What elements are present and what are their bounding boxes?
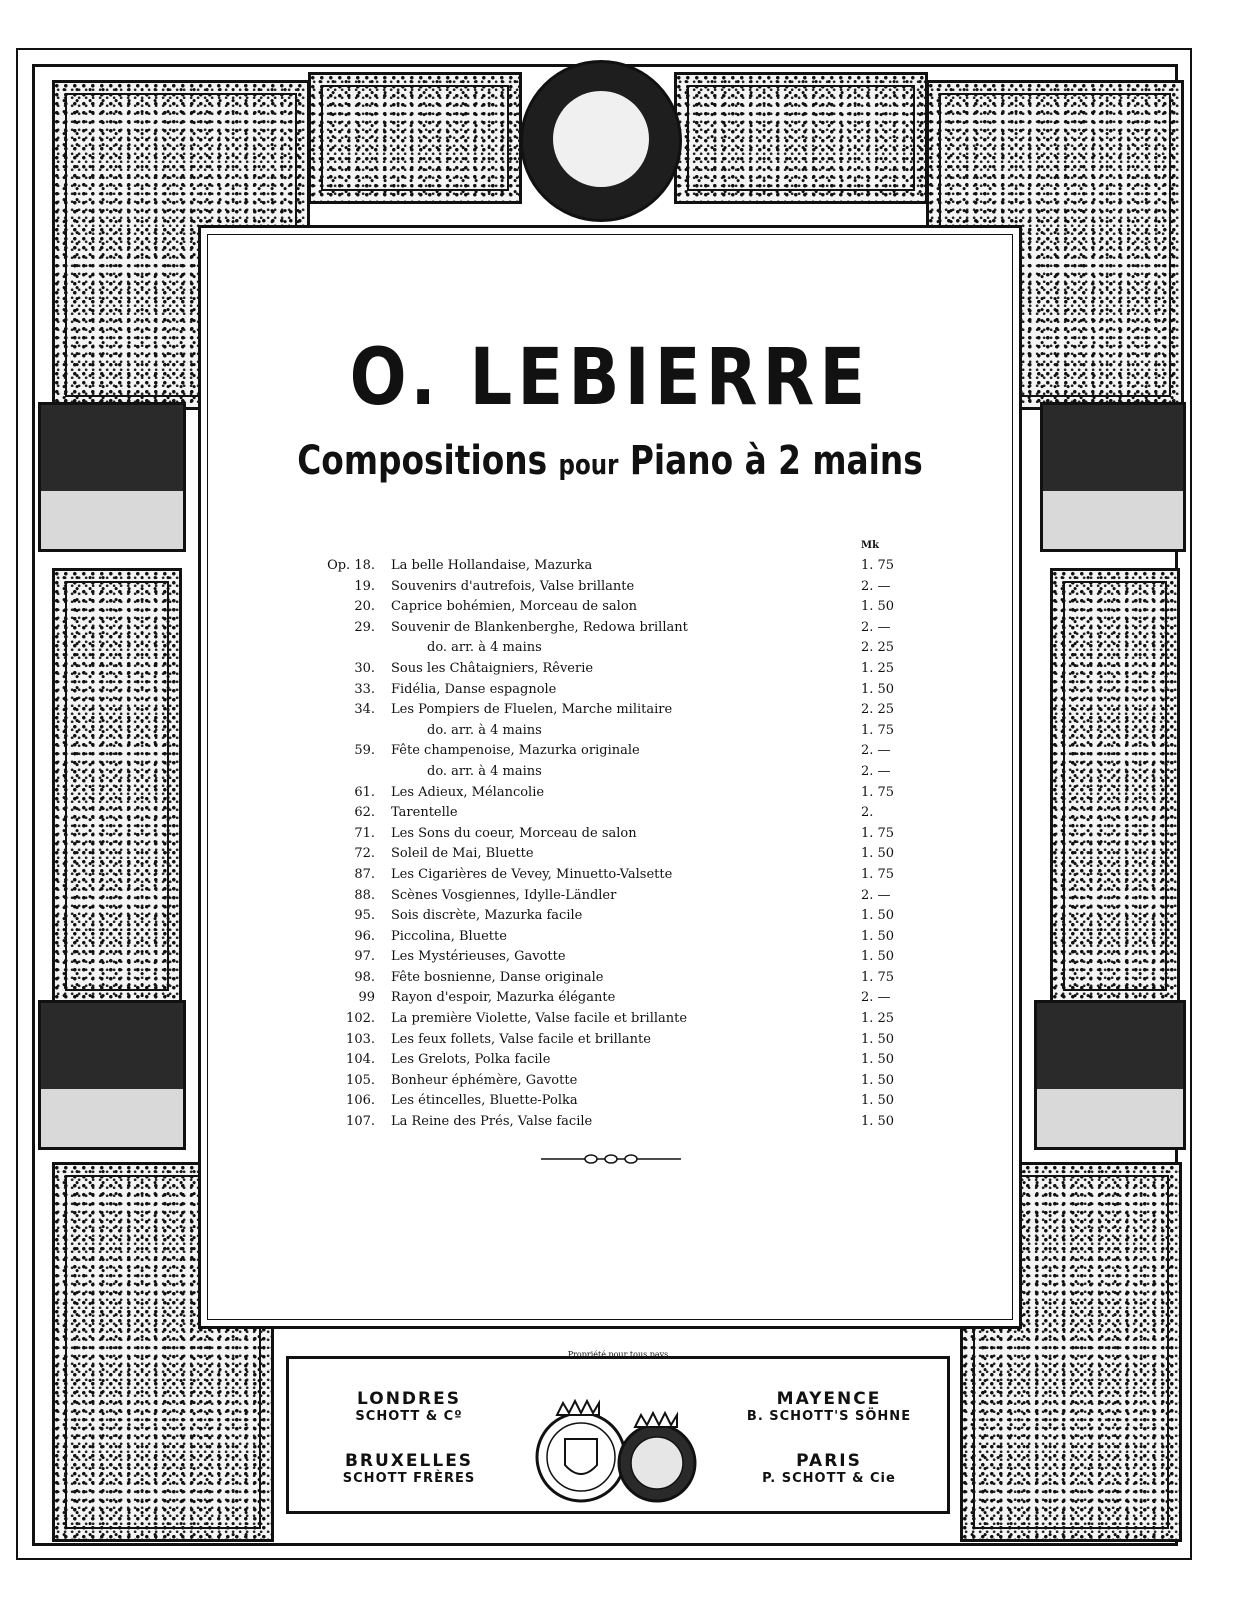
work-title: La Reine des Prés, Valse facile bbox=[391, 1114, 593, 1130]
work-price: 1. 50 bbox=[861, 949, 895, 965]
opus-number: 30. bbox=[354, 660, 375, 676]
house-paris: P. SCHOTT & Cie bbox=[762, 1471, 896, 1486]
city-mainz: MAYENCE bbox=[776, 1389, 882, 1409]
work-title: Sois discrète, Mazurka facile bbox=[391, 908, 583, 924]
opus-number: 71. bbox=[354, 825, 375, 841]
work-price: 1. 50 bbox=[861, 908, 895, 924]
opus-number: 29. bbox=[354, 619, 375, 635]
royal-crest-icon bbox=[519, 1389, 719, 1509]
work-price: 1. 25 bbox=[861, 1011, 895, 1027]
works-list bbox=[301, 556, 901, 1133]
work-row bbox=[301, 844, 901, 865]
work-price: 1. 75 bbox=[861, 558, 895, 573]
work-row bbox=[301, 556, 901, 577]
subtitle-piano: Piano à 2 mains bbox=[629, 438, 923, 484]
opus-number: 34. bbox=[354, 702, 375, 718]
opus-number: 59. bbox=[354, 743, 375, 759]
work-row bbox=[301, 865, 901, 886]
work-row bbox=[301, 1030, 901, 1051]
work-row bbox=[301, 618, 901, 639]
page-subtitle bbox=[275, 438, 946, 484]
work-price: 2. 25 bbox=[861, 640, 895, 656]
composer-name: O. LEBIERRE bbox=[349, 333, 871, 423]
work-price: 1. 75 bbox=[861, 722, 895, 738]
scene-harpist bbox=[38, 1000, 186, 1150]
house-brussels: SCHOTT FRÈRES bbox=[342, 1471, 476, 1486]
publisher-london bbox=[309, 1389, 509, 1424]
work-title: La première Violette, Valse facile et brillante bbox=[391, 1011, 688, 1027]
work-row bbox=[301, 700, 901, 721]
work-title: Fête bosnienne, Danse originale bbox=[391, 969, 604, 985]
subtitle-compositions: Compositions bbox=[297, 438, 548, 484]
work-title: Souvenir de Blankenberghe, Redowa brillant bbox=[391, 619, 688, 635]
work-title: Bonheur éphémère, Gavotte bbox=[391, 1072, 578, 1088]
opus-number: 61. bbox=[354, 784, 375, 800]
work-title: Les feux follets, Valse facile et brillante bbox=[391, 1031, 651, 1047]
work-price: 1. 50 bbox=[861, 846, 895, 862]
work-row bbox=[301, 1050, 901, 1071]
work-price: 2. — bbox=[861, 743, 891, 759]
work-price: 1. 75 bbox=[861, 866, 895, 882]
work-row bbox=[301, 721, 901, 742]
work-price: 1. 50 bbox=[861, 1052, 895, 1068]
work-title: Tarentelle bbox=[391, 805, 458, 821]
opus-number: Op. 18. bbox=[327, 558, 375, 573]
work-price: 1. 50 bbox=[861, 1114, 895, 1130]
work-title: Les Mystérieuses, Gavotte bbox=[391, 949, 566, 965]
opus-number: 104. bbox=[346, 1052, 375, 1068]
work-row bbox=[301, 968, 901, 989]
work-title: Sous les Châtaigniers, Rêverie bbox=[391, 660, 594, 676]
work-title: Les étincelles, Bluette-Polka bbox=[391, 1093, 578, 1109]
work-price: 2. — bbox=[861, 990, 891, 1006]
work-row bbox=[301, 659, 901, 680]
work-price: 1. 50 bbox=[861, 1093, 895, 1109]
work-row bbox=[301, 762, 901, 783]
work-row bbox=[301, 886, 901, 907]
publisher-mainz bbox=[729, 1389, 929, 1424]
publisher-brussels bbox=[309, 1451, 509, 1486]
opus-number: 105. bbox=[346, 1072, 375, 1088]
opus-number: 95. bbox=[354, 908, 375, 924]
opus-number: 99 bbox=[358, 990, 375, 1006]
opus-number: 107. bbox=[346, 1114, 375, 1130]
house-mainz: B. SCHOTT'S SÖHNE bbox=[746, 1409, 912, 1424]
work-row bbox=[301, 638, 901, 659]
city-london: LONDRES bbox=[357, 1389, 461, 1409]
work-title: Soleil de Mai, Bluette bbox=[391, 846, 534, 862]
work-price: 1. 75 bbox=[861, 825, 895, 841]
work-price: 1. 50 bbox=[861, 681, 895, 697]
work-row bbox=[301, 927, 901, 948]
work-price: 1. 75 bbox=[861, 784, 895, 800]
work-row bbox=[301, 741, 901, 762]
work-title: Les Grelots, Polka facile bbox=[391, 1052, 551, 1068]
scene-piper bbox=[1040, 402, 1186, 552]
work-title: Les Cigarières de Vevey, Minuetto-Valsette bbox=[391, 866, 673, 882]
opus-number: 62. bbox=[354, 805, 375, 821]
work-row bbox=[301, 988, 901, 1009]
work-row bbox=[301, 783, 901, 804]
work-row bbox=[301, 577, 901, 598]
ornament-panel-left-middle bbox=[52, 568, 182, 1004]
work-row bbox=[301, 680, 901, 701]
opus-number: 102. bbox=[346, 1011, 375, 1027]
opus-number: 98. bbox=[354, 969, 375, 985]
work-title: Fidélia, Danse espagnole bbox=[391, 681, 557, 697]
scene-violinist bbox=[38, 402, 186, 552]
work-row bbox=[301, 824, 901, 845]
work-price: 2. 25 bbox=[861, 702, 895, 718]
opus-number: 88. bbox=[354, 887, 375, 903]
work-price: 1. 50 bbox=[861, 599, 895, 615]
ornament-panel-right-middle bbox=[1050, 568, 1180, 1004]
work-row bbox=[301, 947, 901, 968]
work-price: 2. — bbox=[861, 763, 891, 779]
work-title: do. arr. à 4 mains bbox=[427, 722, 542, 738]
opus-number: 103. bbox=[346, 1031, 375, 1047]
work-row bbox=[301, 1009, 901, 1030]
opus-number: 33. bbox=[354, 681, 375, 697]
opus-number: 20. bbox=[354, 599, 375, 615]
opus-number: 87. bbox=[354, 866, 375, 882]
work-row bbox=[301, 1112, 901, 1133]
work-title: Fête champenoise, Mazurka originale bbox=[391, 743, 640, 759]
work-title: La belle Hollandaise, Mazurka bbox=[391, 558, 593, 573]
work-row bbox=[301, 1091, 901, 1112]
title-page-panel bbox=[198, 225, 1022, 1329]
city-brussels: BRUXELLES bbox=[344, 1451, 474, 1471]
city-paris: PARIS bbox=[796, 1451, 862, 1471]
scene-flutist bbox=[1034, 1000, 1186, 1150]
work-title: Piccolina, Bluette bbox=[391, 928, 507, 944]
work-title: Rayon d'espoir, Mazurka élégante bbox=[391, 990, 616, 1006]
publisher-paris bbox=[729, 1451, 929, 1486]
house-london: SCHOTT & Cº bbox=[355, 1409, 463, 1424]
copyright-note: Propriété pour tous pays bbox=[567, 1350, 669, 1359]
ornament-panel-top-center-left bbox=[308, 72, 522, 204]
work-title: Caprice bohémien, Morceau de salon bbox=[391, 599, 638, 615]
price-column-header: Mk bbox=[861, 540, 879, 551]
work-row bbox=[301, 803, 901, 824]
work-title: Les Adieux, Mélancolie bbox=[391, 784, 545, 800]
opus-number: 106. bbox=[346, 1093, 375, 1109]
work-title: do. arr. à 4 mains bbox=[427, 763, 542, 779]
opus-number: 72. bbox=[354, 846, 375, 862]
work-row bbox=[301, 597, 901, 618]
work-price: 2. — bbox=[861, 619, 891, 635]
work-title: Les Sons du coeur, Morceau de salon bbox=[391, 825, 637, 841]
work-price: 1. 25 bbox=[861, 660, 895, 676]
work-price: 1. 50 bbox=[861, 1072, 895, 1088]
opus-number: 19. bbox=[354, 578, 375, 594]
work-row bbox=[301, 1071, 901, 1092]
cherub-medallion bbox=[520, 60, 682, 222]
opus-number: 97. bbox=[354, 949, 375, 965]
work-price: 2. bbox=[861, 805, 874, 821]
work-title: Scènes Vosgiennes, Idylle-Ländler bbox=[391, 887, 617, 903]
work-row bbox=[301, 906, 901, 927]
work-price: 1. 75 bbox=[861, 969, 895, 985]
work-title: do. arr. à 4 mains bbox=[427, 640, 542, 656]
work-price: 2. — bbox=[861, 887, 891, 903]
work-price: 1. 50 bbox=[861, 1031, 895, 1047]
subtitle-pour: pour bbox=[558, 448, 619, 481]
opus-number: 96. bbox=[354, 928, 375, 944]
divider-ornament bbox=[541, 1153, 681, 1165]
publisher-panel bbox=[286, 1350, 950, 1514]
work-title: Les Pompiers de Fluelen, Marche militaire bbox=[391, 702, 673, 718]
work-price: 1. 50 bbox=[861, 928, 895, 944]
ornament-panel-top-center-right bbox=[674, 72, 928, 204]
work-title: Souvenirs d'autrefois, Valse brillante bbox=[391, 578, 635, 594]
work-price: 2. — bbox=[861, 578, 891, 594]
